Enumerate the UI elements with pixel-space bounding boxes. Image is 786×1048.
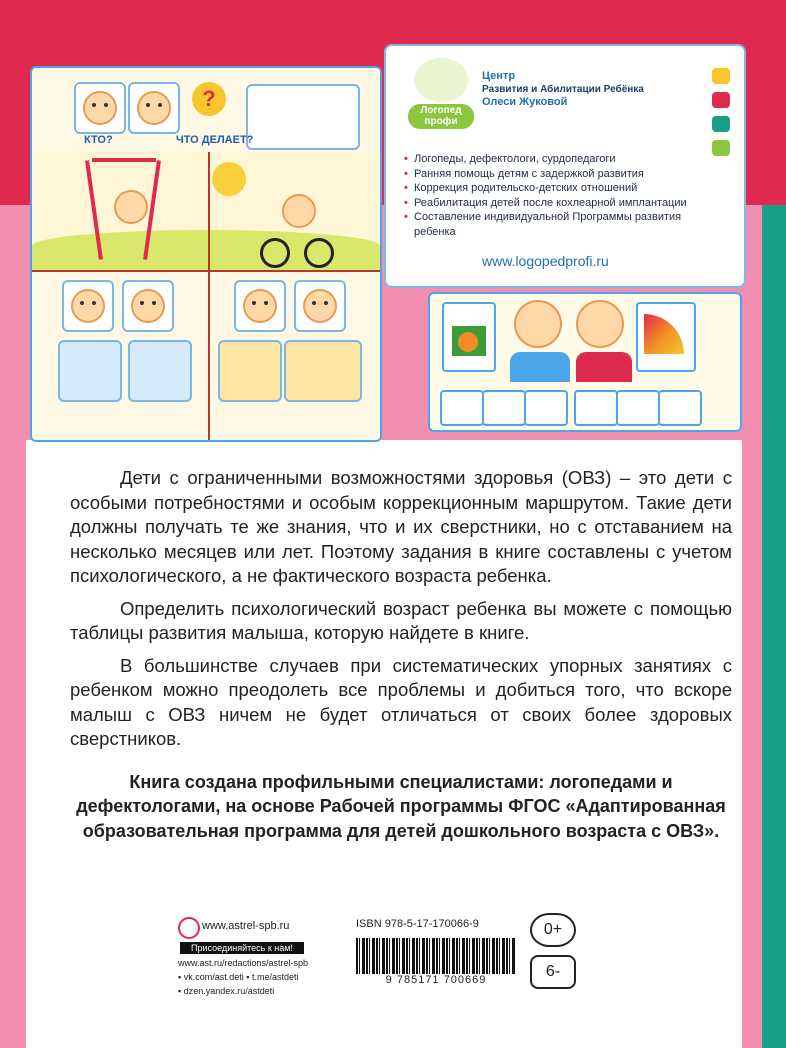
right-pink-band: [742, 205, 762, 1048]
age-rating-badge: 0+: [530, 913, 576, 947]
rainbow-tile: [636, 302, 696, 372]
boy-tile: [218, 340, 282, 402]
center-title-2: Развития и Абилитации Ребёнка: [482, 84, 644, 95]
age-badge: 6-: [530, 955, 576, 989]
barcode-bars: [356, 938, 516, 974]
logo: [408, 58, 474, 128]
list-item: • Ранняя помощь детям с задержкой развития: [404, 167, 714, 182]
paragraph-2: Определить психологический возраст ребенка вы можете с помощью таблицы развития малыша, которую найдете в книге.: [70, 597, 732, 643]
boy-face-icon: [514, 300, 562, 348]
paragraph-1: Дети с ограниченными возможностями здоровья (ОВЗ) – это дети с особыми потребностями и особым коррекционным маршрутом. Такие дети должны получать те же знания, что и их сверстники, но с отставанием на несколько месяцев или лет. Поэтому задания в книге составлены с учетом психологического, а не фактического возраста ребенка.: [70, 467, 732, 586]
swing-bar: [92, 158, 156, 162]
telegram-link[interactable]: t.me/astdeti: [251, 972, 299, 982]
social-links: [178, 972, 298, 982]
actions-panel: [246, 84, 360, 150]
center-url[interactable]: www.logopedprofi.ru: [482, 253, 609, 269]
volleyball-icon: [658, 390, 702, 426]
car-icon: [440, 390, 484, 426]
center-title: [482, 70, 644, 109]
girl-face-icon: [74, 82, 126, 134]
body-text: [70, 466, 732, 861]
heart-icon: [712, 92, 730, 108]
dzen-icon: ▪: [178, 986, 184, 996]
services-list: [404, 152, 714, 240]
label-who: КТО?: [84, 134, 113, 146]
drink-tile: [58, 340, 122, 402]
heart-icon: [712, 116, 730, 132]
divider: [208, 152, 210, 440]
heart-icon: [712, 140, 730, 156]
list-item: • Составление индивидуальной Программы развития ребенка: [404, 210, 714, 239]
girl-face-icon: [128, 82, 180, 134]
ball-icon: [574, 390, 618, 426]
vk-icon: ▪: [178, 972, 184, 982]
shapes-tile: [442, 302, 496, 372]
girl-face-icon: [576, 300, 624, 348]
heart-icon: [712, 68, 730, 84]
right-green-band: [762, 205, 786, 1048]
illustration-card: [30, 66, 382, 442]
astrel-logo-icon: [178, 917, 200, 939]
list-item: • Реабилитация детей после кохлеарной имплантации: [404, 196, 714, 211]
face-icon: [294, 280, 346, 332]
join-banner: Присоединяйтесь к нам!: [180, 942, 304, 954]
dzen-link[interactable]: dzen.yandex.ru/astdeti: [183, 986, 275, 996]
center-title-1: Центр: [482, 70, 516, 82]
question-icon: ?: [192, 82, 226, 116]
telegram-icon: ▪: [246, 972, 252, 982]
divider: [32, 270, 380, 272]
label-what: ЧТО ДЕЛАЕТ?: [176, 134, 254, 146]
bike-wheel-icon: [260, 238, 290, 268]
center-title-3: Олеси Жуковой: [482, 96, 568, 108]
small-illustration-card: [428, 292, 742, 432]
redactions-link[interactable]: www.ast.ru/redactions/astrel-spb: [178, 958, 309, 968]
face-icon: [234, 280, 286, 332]
vk-link[interactable]: vk.com/ast.deti: [183, 972, 244, 982]
astrel-site[interactable]: www.astrel-spb.ru: [202, 920, 290, 932]
face-icon: [122, 280, 174, 332]
dzen-row: [178, 986, 274, 996]
center-info-card: [384, 44, 746, 288]
paragraph-3: В большинстве случаев при систематических упорных занятиях с ребенком можно преодолеть все проблемы и добиться того, что вскоре малыш с ОВЗ ничем не будет отличаться от своих более здоровых сверстников.: [70, 654, 732, 749]
left-pink-band: [0, 205, 26, 1048]
rainbow-icon: [644, 314, 684, 354]
boy-shirt: [510, 352, 570, 382]
bike-tile: [284, 340, 362, 402]
scene: [32, 152, 380, 270]
bold-statement: Книга создана профильными специалистами: логопедами и дефектологами, на основе Рабочей программы ФГОС «Адаптированная образовательная программа для детей дошкольного возраста с ОВЗ».: [76, 771, 726, 841]
isbn: ISBN 978-5-17-170066-9: [356, 918, 479, 930]
face-icon: [62, 280, 114, 332]
list-item: • Коррекция родительско-детских отношений: [404, 181, 714, 196]
barcode-digits: 9 785171 700669: [385, 974, 487, 986]
logo-text: Логопед профи: [408, 104, 474, 129]
girl-on-swing: [114, 190, 148, 224]
basketball-icon: [616, 390, 660, 426]
bike-wheel-icon: [304, 238, 334, 268]
swing-tile: [128, 340, 192, 402]
circle-icon: [458, 332, 478, 352]
truck-icon: [482, 390, 526, 426]
girl-shirt: [576, 352, 632, 382]
barcode: [356, 938, 516, 986]
list-item: • Логопеды, дефектологи, сурдопедагоги: [404, 152, 714, 167]
sun-icon: [212, 162, 246, 196]
boy-icon: [282, 194, 316, 228]
train-icon: [524, 390, 568, 426]
logo-family-icon: [414, 58, 468, 102]
